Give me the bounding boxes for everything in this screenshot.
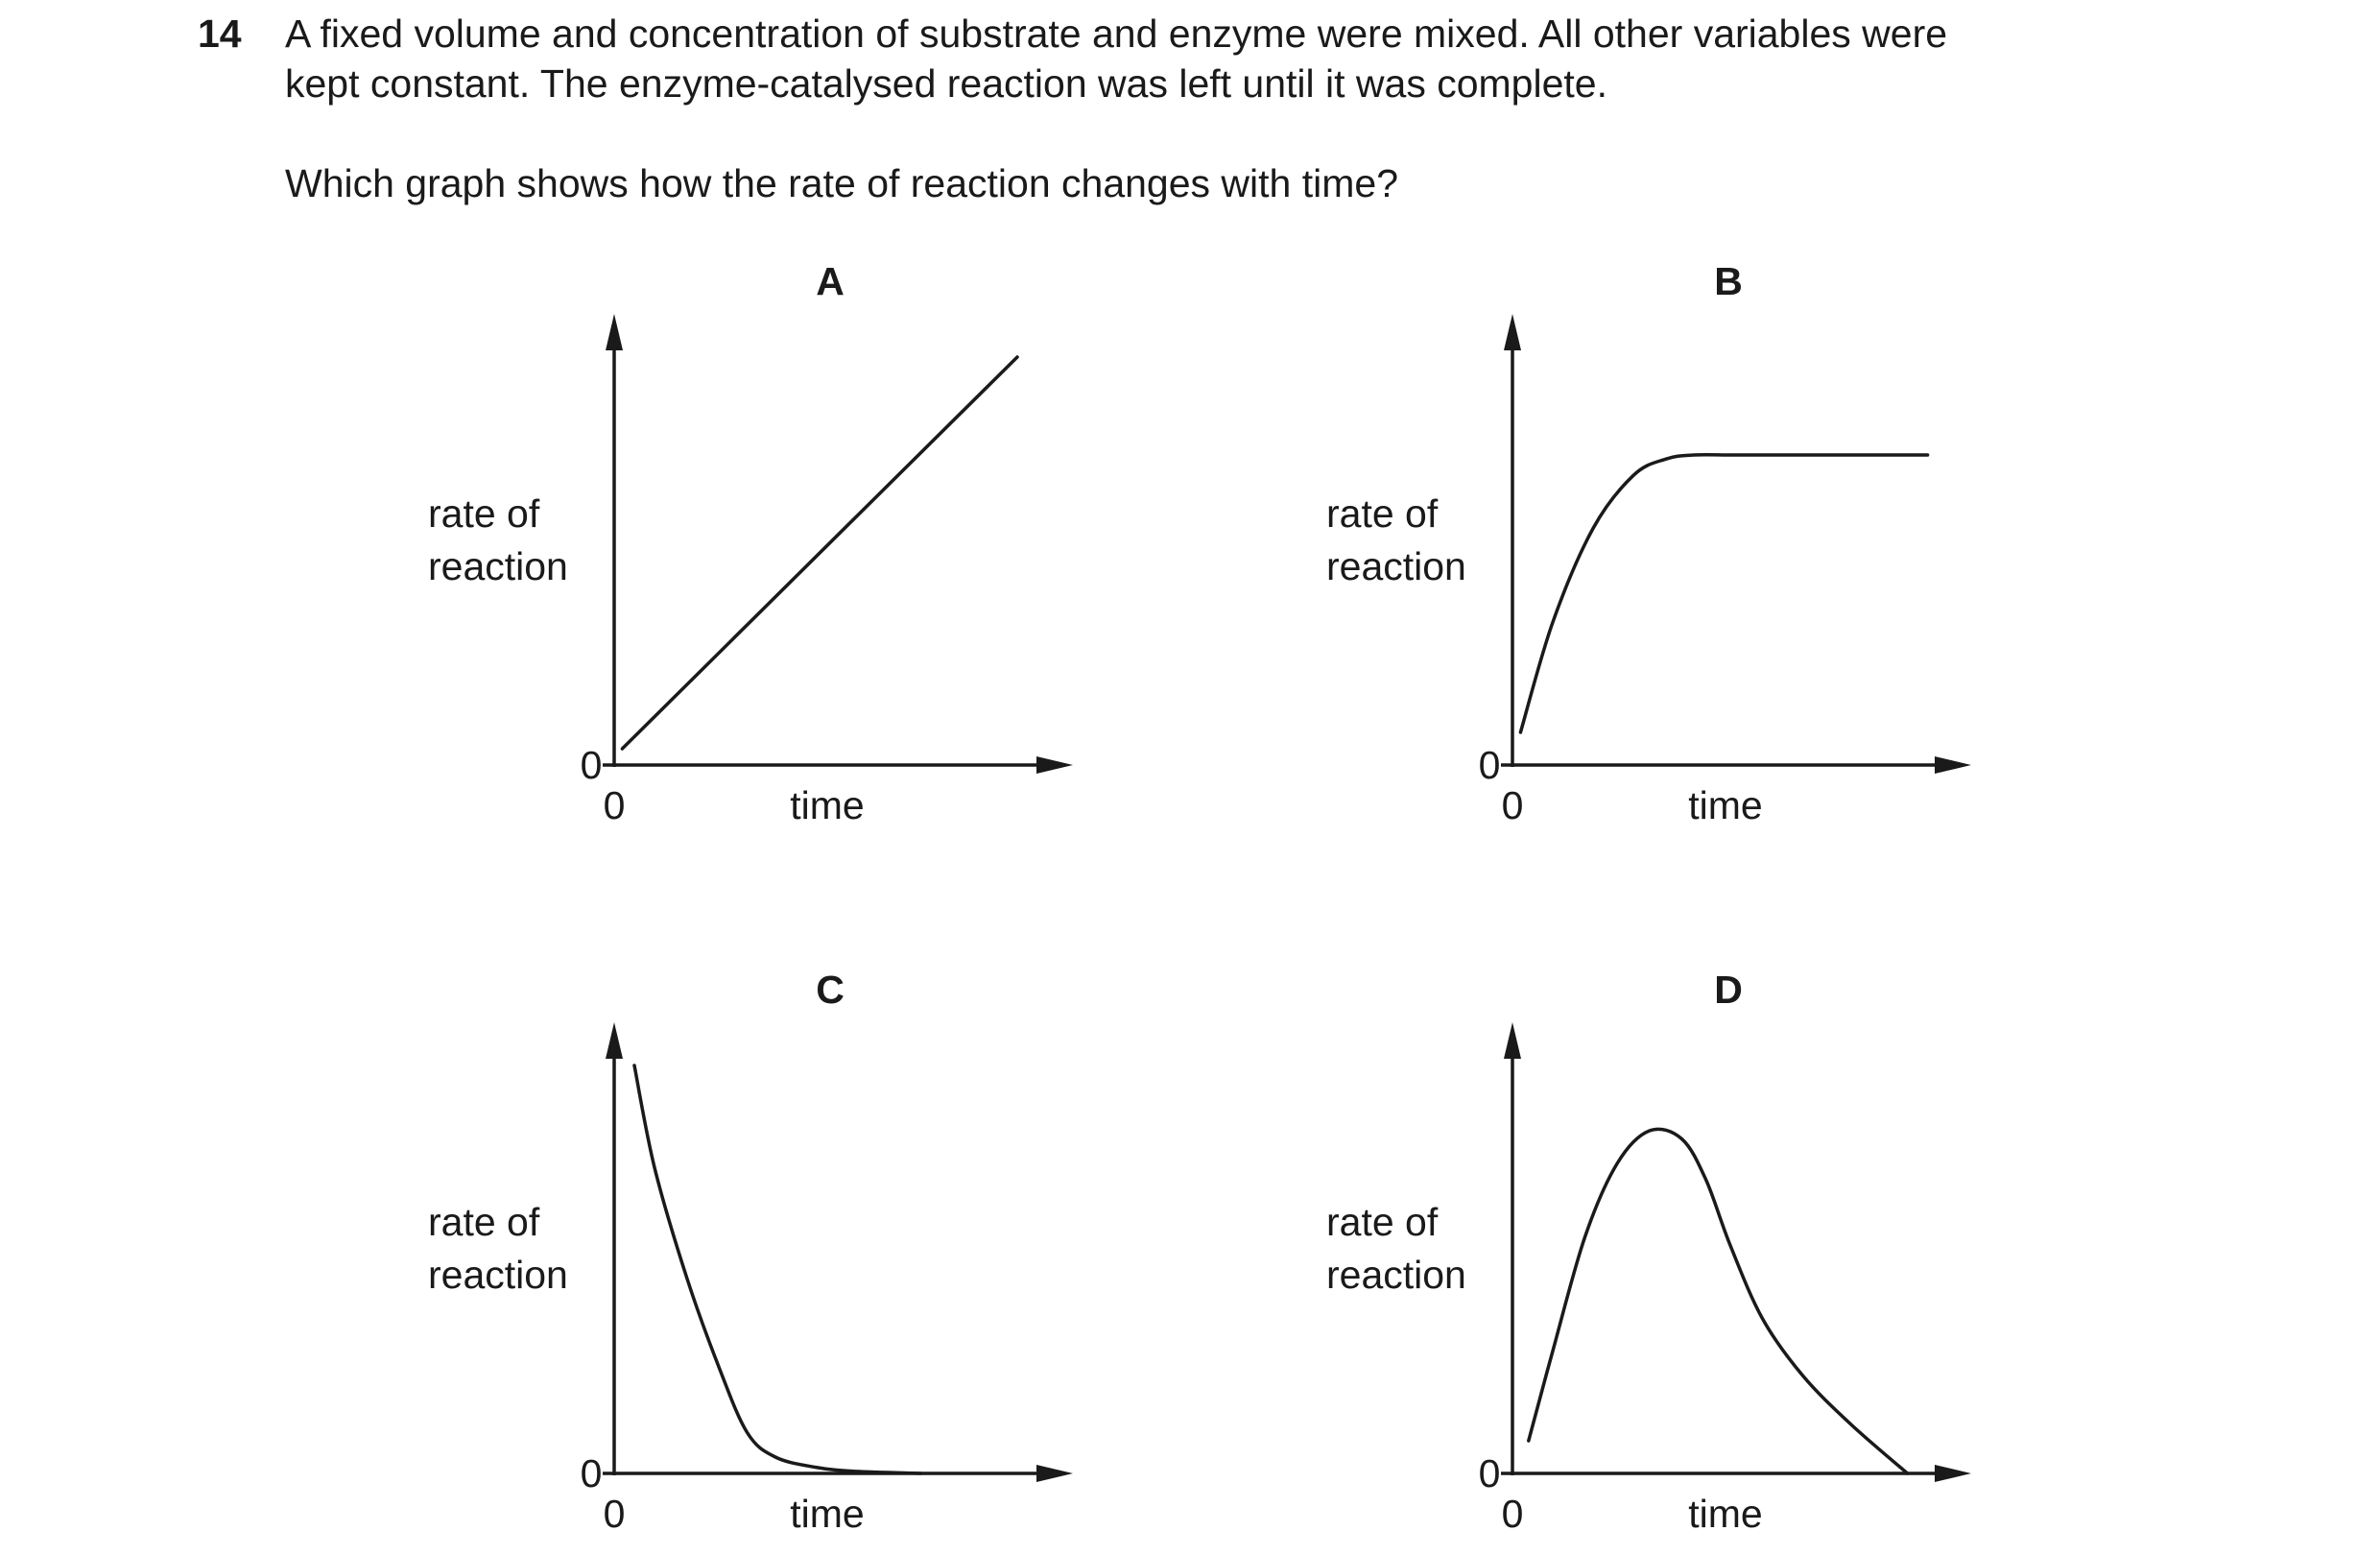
graph-d-y-arrow: [1504, 1022, 1521, 1059]
graph-b-y-arrow: [1504, 314, 1521, 350]
graph-d-x-label: time: [1688, 1492, 1763, 1536]
graph-b-label: B: [1714, 259, 1743, 303]
graph-d-curve: [1529, 1129, 1908, 1473]
graph-b-y-label-line-1: rate of: [1326, 491, 1439, 536]
graph-c-x-label: time: [790, 1492, 865, 1536]
graph-d-label: D: [1714, 968, 1743, 1012]
graph-d-x-arrow: [1935, 1465, 1971, 1482]
graph-c-y-zero: 0: [580, 1451, 603, 1495]
graph-b-x-label: time: [1688, 783, 1763, 827]
graph-b-y-label-line-2: reaction: [1326, 544, 1466, 588]
graph-d-x-zero: 0: [1501, 1492, 1524, 1536]
graph-b: [1326, 259, 1971, 827]
graph-b-x-arrow: [1935, 756, 1971, 774]
graph-a-y-label-line-2: reaction: [428, 544, 568, 588]
graph-d-y-label-line-1: rate of: [1326, 1200, 1439, 1244]
graph-d: [1326, 968, 1971, 1536]
question-prompt: Which graph shows how the rate of reaction changes with time?: [285, 161, 1398, 205]
graph-c: [428, 968, 1073, 1536]
graph-c-y-label-line-1: rate of: [428, 1200, 540, 1244]
graph-d-y-label-line-2: reaction: [1326, 1253, 1466, 1297]
graph-c-label: C: [816, 968, 845, 1012]
graph-c-x-arrow: [1036, 1465, 1073, 1482]
graph-a: [428, 259, 1073, 827]
graph-c-x-zero: 0: [603, 1492, 626, 1536]
graph-b-y-zero: 0: [1478, 743, 1501, 787]
question-text-line-1: A fixed volume and concentration of substrate and enzyme were mixed. All other variables were: [285, 12, 1948, 56]
graph-a-x-zero: 0: [603, 783, 626, 827]
graph-a-y-arrow: [606, 314, 623, 350]
graph-a-x-arrow: [1036, 756, 1073, 774]
graph-b-curve: [1520, 455, 1927, 732]
graph-b-x-zero: 0: [1501, 783, 1524, 827]
graph-c-y-arrow: [606, 1022, 623, 1059]
graph-a-curve: [622, 357, 1017, 749]
graph-d-y-zero: 0: [1478, 1451, 1501, 1495]
graph-a-label: A: [816, 259, 845, 303]
graph-a-y-label-line-1: rate of: [428, 491, 540, 536]
graph-c-curve: [634, 1065, 920, 1473]
question-number: 14: [198, 12, 242, 56]
graph-a-x-label: time: [790, 783, 865, 827]
question-text-line-2: kept constant. The enzyme-catalysed reaction was left until it was complete.: [285, 61, 1607, 106]
graph-a-y-zero: 0: [580, 743, 603, 787]
graph-c-y-label-line-2: reaction: [428, 1253, 568, 1297]
